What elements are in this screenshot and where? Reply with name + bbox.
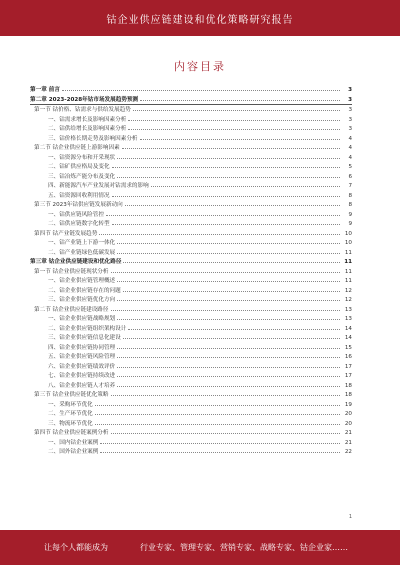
toc-page-number: 11 bbox=[344, 278, 352, 284]
toc-entry-text: 一、钴需求增长及影响因素分析 bbox=[48, 116, 127, 123]
toc-entry-text: 六、钴企业供应链绩效评价 bbox=[48, 363, 116, 370]
toc-entry-text: 第二节 钴企业供应链建设路径 bbox=[34, 306, 109, 313]
toc-row[interactable] bbox=[30, 124, 352, 134]
toc-entry-text: 第二节 钴企业供应链上游影响因素 bbox=[34, 145, 120, 151]
toc-row[interactable] bbox=[30, 352, 352, 362]
toc-entry-text: 第三章 钴企业供应链建设和优化路径 bbox=[30, 259, 122, 265]
toc-leader-dots bbox=[99, 229, 340, 235]
toc-row[interactable] bbox=[30, 409, 352, 419]
toc-page-number: 11 bbox=[344, 249, 352, 256]
toc-leader-dots bbox=[117, 362, 340, 368]
toc-leader-dots bbox=[62, 85, 340, 91]
toc-page-number: 8 bbox=[348, 192, 352, 199]
toc-leader-dots bbox=[95, 409, 340, 415]
toc-entry-text: 第一节 钴企业供应链现状分析 bbox=[34, 268, 109, 275]
toc-page-number: 14 bbox=[344, 335, 352, 341]
toc-entry-text: 第一章 前言 bbox=[30, 87, 60, 93]
toc-page-number: 10 bbox=[344, 240, 352, 246]
toc-leader-dots bbox=[133, 105, 340, 111]
toc-row[interactable] bbox=[30, 95, 352, 106]
toc-entry-text: 二、钴企业供应链组织架构设计 bbox=[48, 325, 127, 332]
toc-leader-dots bbox=[117, 371, 340, 377]
toc-title: 内容目录 bbox=[174, 60, 226, 73]
toc-page-number: 7 bbox=[348, 183, 352, 189]
toc-leader-dots bbox=[95, 400, 340, 406]
report-title: 钴企业供应链建设和优化策略研究报告 bbox=[106, 15, 294, 26]
toc-page-number: 12 bbox=[344, 297, 352, 303]
toc-entry-text: 二、国外钴企业案例 bbox=[48, 449, 99, 455]
footer-bar bbox=[0, 530, 400, 565]
toc-leader-dots bbox=[128, 124, 340, 130]
toc-page-number: 8 bbox=[348, 202, 352, 208]
toc-leader-dots bbox=[111, 305, 341, 311]
toc-page-number: 3 bbox=[348, 126, 352, 132]
toc-row[interactable] bbox=[30, 105, 352, 115]
toc-entry-text: 一、钴企业供应链管理概述 bbox=[48, 278, 116, 284]
toc-leader-dots bbox=[123, 286, 340, 292]
toc-row[interactable] bbox=[30, 162, 352, 172]
toc-leader-dots bbox=[128, 115, 340, 121]
toc-leader-dots bbox=[117, 248, 340, 254]
toc-page-number: 11 bbox=[344, 259, 352, 265]
toc-entry-text: 八、钴企业供应链人才培养 bbox=[48, 382, 116, 389]
toc-entry-text: 二、钴产业链绿色低碳发展 bbox=[48, 249, 116, 256]
toc-page-number: 3 bbox=[348, 87, 352, 93]
toc-leader-dots bbox=[100, 438, 340, 444]
toc-row[interactable] bbox=[30, 85, 352, 95]
footer-tagline: 行业专家、管理专家、营销专家、战略专家、钴企业家…… bbox=[140, 543, 348, 552]
toc-page-number: 4 bbox=[348, 154, 352, 161]
toc-leader-dots bbox=[117, 153, 340, 159]
toc-page-number: 14 bbox=[344, 325, 352, 332]
toc-row[interactable] bbox=[30, 172, 352, 182]
toc-entry-text: 二、钴供给增长及影响因素分析 bbox=[48, 126, 127, 132]
toc-row[interactable] bbox=[30, 200, 352, 210]
toc-page-number: 19 bbox=[344, 401, 352, 408]
toc-page-number: 12 bbox=[344, 287, 352, 294]
toc-leader-dots bbox=[112, 162, 340, 168]
toc-leader-dots bbox=[117, 314, 340, 320]
toc-page-number: 3 bbox=[348, 107, 352, 113]
toc-page-number: 3 bbox=[348, 96, 352, 103]
toc-row[interactable] bbox=[30, 295, 352, 305]
toc-entry-text: 三、钴冶炼产能分布及变化 bbox=[48, 173, 116, 180]
toc-page-number: 9 bbox=[348, 211, 352, 218]
toc-leader-dots bbox=[122, 143, 340, 149]
toc-page-number: 15 bbox=[344, 344, 352, 351]
report-header-bar bbox=[0, 0, 400, 36]
toc-leader-dots bbox=[117, 276, 340, 282]
toc-row[interactable] bbox=[30, 324, 352, 334]
toc-entry-text: 二、钴企业供应链存在的问题 bbox=[48, 287, 121, 294]
toc-row[interactable] bbox=[30, 447, 352, 457]
toc-row[interactable] bbox=[30, 381, 352, 391]
toc-row[interactable] bbox=[30, 428, 352, 438]
toc-entry-text: 第四节 钴企业供应链案例分析 bbox=[34, 430, 109, 436]
toc-leader-dots bbox=[111, 428, 341, 434]
toc-row[interactable] bbox=[30, 257, 352, 267]
toc-row[interactable] bbox=[30, 276, 352, 286]
toc-page-number: 9 bbox=[348, 221, 352, 227]
toc-entry-text: 四、新能源汽车产业发展对钴需求的影响 bbox=[48, 183, 149, 189]
toc-row[interactable] bbox=[30, 286, 352, 296]
toc-page-number: 4 bbox=[348, 135, 352, 142]
toc-row[interactable] bbox=[30, 343, 352, 353]
toc-leader-dots bbox=[117, 352, 340, 358]
page-number: 1 bbox=[348, 514, 352, 520]
toc-page-number: 10 bbox=[344, 230, 352, 237]
toc-row[interactable] bbox=[30, 333, 352, 343]
toc-leader-dots bbox=[128, 324, 340, 330]
toc-page-number: 11 bbox=[344, 268, 352, 275]
toc-entry-text: 五、钴企业供应链风险管理 bbox=[48, 354, 116, 360]
toc-row[interactable] bbox=[30, 219, 352, 229]
toc-leader-dots bbox=[123, 257, 340, 263]
toc-page-number: 6 bbox=[348, 173, 352, 180]
toc-page-number: 17 bbox=[344, 373, 352, 379]
toc-page-number: 13 bbox=[344, 306, 352, 313]
toc-row[interactable] bbox=[30, 191, 352, 201]
toc-row[interactable] bbox=[30, 314, 352, 324]
toc-entry-text: 一、采购环节优化 bbox=[48, 401, 93, 408]
toc-entry-text: 三、物流环节优化 bbox=[48, 420, 93, 427]
toc-row[interactable] bbox=[30, 362, 352, 372]
toc-row[interactable] bbox=[30, 181, 352, 191]
toc-page-number: 18 bbox=[344, 392, 352, 398]
toc-entry-text: 五、钴资源回收利用情况 bbox=[48, 192, 110, 199]
toc-page-number: 17 bbox=[344, 363, 352, 370]
toc-entry-text: 第四节 钴产业链发展趋势 bbox=[34, 230, 98, 237]
toc-leader-dots bbox=[151, 181, 340, 187]
toc-page-number: 16 bbox=[344, 354, 352, 360]
toc-entry-text: 一、钴企业供应链战略规划 bbox=[48, 316, 116, 322]
toc-entry-text: 七、钴企业供应链持续改进 bbox=[48, 373, 116, 379]
toc-leader-dots bbox=[117, 238, 340, 244]
toc-entry-text: 一、钴资源分布和开采现状 bbox=[48, 154, 116, 161]
toc-row[interactable] bbox=[30, 390, 352, 400]
toc-entry-text: 第一节 钴价格、钴需求与供给发展趋势 bbox=[34, 107, 131, 113]
toc-leader-dots bbox=[112, 219, 340, 225]
toc-leader-dots bbox=[111, 390, 341, 396]
toc-entry-text: 第三节 钴企业供应链优化策略 bbox=[34, 392, 109, 398]
toc-row[interactable] bbox=[30, 371, 352, 381]
toc-row[interactable] bbox=[30, 438, 352, 448]
toc-page-number: 21 bbox=[344, 439, 352, 446]
toc-row[interactable] bbox=[30, 267, 352, 277]
toc-row[interactable] bbox=[30, 115, 352, 125]
toc-row[interactable] bbox=[30, 400, 352, 410]
toc-row[interactable] bbox=[30, 248, 352, 258]
toc-entry-text: 二、生产环节优化 bbox=[48, 411, 93, 417]
toc-page-number: 5 bbox=[348, 164, 352, 170]
toc-leader-dots bbox=[100, 447, 340, 453]
toc-leader-dots bbox=[125, 200, 340, 206]
toc-page-number: 13 bbox=[344, 316, 352, 322]
toc-leader-dots bbox=[140, 95, 340, 101]
footer-slogan: 让每个人都能成为 bbox=[44, 543, 108, 552]
toc-row[interactable] bbox=[30, 419, 352, 429]
toc-row[interactable] bbox=[30, 153, 352, 163]
toc-page-number: 20 bbox=[344, 411, 352, 417]
toc-leader-dots bbox=[140, 134, 340, 140]
toc-entry-text: 四、钴企业供应链协同管理 bbox=[48, 344, 116, 351]
toc-page-number: 4 bbox=[348, 145, 352, 151]
toc-leader-dots bbox=[117, 295, 340, 301]
toc-leader-dots bbox=[117, 343, 340, 349]
toc-entry-text: 三、钴企业供应链优化方向 bbox=[48, 297, 116, 303]
toc-entry-text: 三、钴企业供应链信息化建设 bbox=[48, 335, 121, 341]
toc-entry-text: 三、钴价格长期走势及影响因素分析 bbox=[48, 135, 138, 142]
toc-row[interactable] bbox=[30, 305, 352, 315]
toc-row[interactable] bbox=[30, 238, 352, 248]
toc-page-number: 3 bbox=[348, 116, 352, 123]
toc-entry-text: 一、钴产业链上下游一体化 bbox=[48, 240, 116, 246]
toc-row[interactable] bbox=[30, 229, 352, 239]
toc-leader-dots bbox=[111, 267, 341, 273]
toc-page-number: 18 bbox=[344, 382, 352, 389]
toc-leader-dots bbox=[112, 191, 340, 197]
toc-row[interactable] bbox=[30, 143, 352, 153]
toc-page-number: 21 bbox=[344, 430, 352, 436]
toc-entry-text: 一、钴供应链风险管控 bbox=[48, 211, 104, 218]
toc-row[interactable] bbox=[30, 134, 352, 144]
toc-entry-text: 第三节 2023年钴供应链发展新动向 bbox=[34, 202, 123, 208]
toc-entry-text: 二、钴供应链数字化转型 bbox=[48, 221, 110, 227]
toc-leader-dots bbox=[95, 419, 340, 425]
toc-leader-dots bbox=[123, 333, 340, 339]
toc-leader-dots bbox=[117, 381, 340, 387]
table-of-contents bbox=[30, 85, 352, 457]
toc-entry-text: 一、国内钴企业案例 bbox=[48, 439, 99, 446]
toc-page-number: 20 bbox=[344, 420, 352, 427]
toc-leader-dots bbox=[117, 172, 340, 178]
toc-row[interactable] bbox=[30, 210, 352, 220]
toc-entry-text: 第二章 2023-2028年钴市场发展趋势预测 bbox=[30, 96, 139, 103]
toc-page-number: 22 bbox=[344, 449, 352, 455]
toc-entry-text: 二、钴矿供应格局及变化 bbox=[48, 164, 110, 170]
toc-leader-dots bbox=[106, 210, 340, 216]
